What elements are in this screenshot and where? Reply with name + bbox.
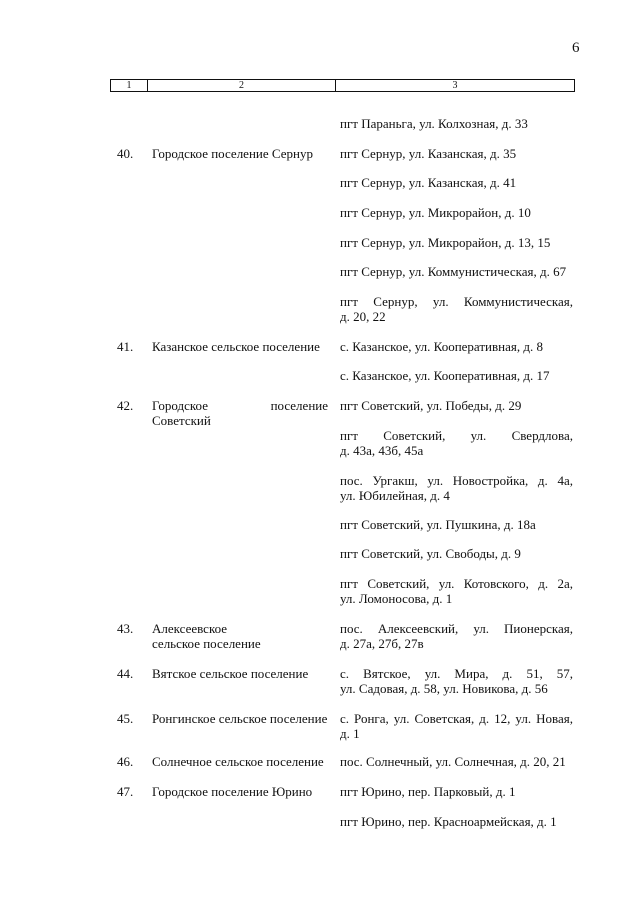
address-line: д. 43а, 43б, 45а xyxy=(340,443,424,458)
address-line: д. 1 xyxy=(340,726,360,741)
address-line: пгт Юрино, пер. Парковый, д. 1 xyxy=(340,784,516,799)
row-number: 45. xyxy=(117,711,134,726)
address xyxy=(340,666,573,696)
address-line: пгт Советский, ул. Свердлова, xyxy=(340,428,573,443)
address xyxy=(340,428,573,458)
settlement-name: Ронгинское сельское поселение xyxy=(152,711,328,726)
column-header-1: 1 xyxy=(111,80,148,92)
address xyxy=(340,116,573,131)
address xyxy=(340,814,573,829)
settlement-name xyxy=(152,398,328,428)
address-line: ул. Садовая, д. 58, ул. Новикова, д. 56 xyxy=(340,681,548,696)
address xyxy=(340,711,573,741)
settlement-name-line: Городское поселение xyxy=(152,398,328,413)
address xyxy=(340,398,573,413)
address-line: пгт Сернур, ул. Микрорайон, д. 10 xyxy=(340,205,531,220)
row-number: 42. xyxy=(117,398,134,413)
address xyxy=(340,264,573,279)
settlement-name: Казанское сельское поселение xyxy=(152,339,320,354)
address-line: пгт Советский, ул. Свободы, д. 9 xyxy=(340,546,521,561)
settlement-name-line: Советский xyxy=(152,413,211,428)
address-line: пос. Солнечный, ул. Солнечная, д. 20, 21 xyxy=(340,754,566,769)
address xyxy=(340,784,573,799)
address xyxy=(340,517,573,532)
address-line: пгт Сернур, ул. Коммунистическая, д. 67 xyxy=(340,264,567,279)
settlement-name: Вятское сельское поселение xyxy=(152,666,309,681)
address-line: пгт Советский, ул. Победы, д. 29 xyxy=(340,398,522,413)
address-line: пгт Сернур, ул. Казанская, д. 41 xyxy=(340,175,517,190)
settlement-name: Солнечное сельское поселение xyxy=(152,754,324,769)
address xyxy=(340,368,573,383)
settlement-name-line: Алексеевское xyxy=(152,621,228,636)
address-line: д. 20, 22 xyxy=(340,309,386,324)
row-number: 43. xyxy=(117,621,134,636)
address xyxy=(340,235,573,250)
address xyxy=(340,754,573,769)
address-line: ул. Юбилейная, д. 4 xyxy=(340,488,450,503)
address xyxy=(340,546,573,561)
settlement-name-line: сельское поселение xyxy=(152,636,261,651)
address xyxy=(340,146,573,161)
address-line: пгт Юрино, пер. Красноармейская, д. 1 xyxy=(340,814,557,829)
address-line: д. 27а, 27б, 27в xyxy=(340,636,424,651)
address-line: с. Казанское, ул. Кооперативная, д. 17 xyxy=(340,368,550,383)
address-line: ул. Ломоносова, д. 1 xyxy=(340,591,453,606)
address-line: пгт Сернур, ул. Коммунистическая, xyxy=(340,294,573,309)
address-line: пгт Сернур, ул. Казанская, д. 35 xyxy=(340,146,517,161)
address-line: пос. Ургакш, ул. Новостройка, д. 4а, xyxy=(340,473,573,488)
settlement-name xyxy=(152,621,328,651)
page-number: 6 xyxy=(572,40,580,56)
address-line: пгт Сернур, ул. Микрорайон, д. 13, 15 xyxy=(340,235,551,250)
address-line: пгт Параньга, ул. Колхозная, д. 33 xyxy=(340,116,528,131)
address xyxy=(340,576,573,606)
column-header-table xyxy=(110,79,575,92)
address-line: с. Казанское, ул. Кооперативная, д. 8 xyxy=(340,339,543,354)
row-number: 40. xyxy=(117,146,134,161)
address-line: пгт Советский, ул. Котовского, д. 2а, xyxy=(340,576,573,591)
column-header-2: 2 xyxy=(148,80,336,92)
column-header-3: 3 xyxy=(336,80,575,92)
address-line: пгт Советский, ул. Пушкина, д. 18а xyxy=(340,517,536,532)
address xyxy=(340,473,573,503)
address-line: пос. Алексеевский, ул. Пионерская, xyxy=(340,621,573,636)
address xyxy=(340,205,573,220)
address-line: с. Вятское, ул. Мира, д. 51, 57, xyxy=(340,666,573,681)
row-number: 46. xyxy=(117,754,134,769)
address xyxy=(340,294,573,324)
address-line: с. Ронга, ул. Советская, д. 12, ул. Новая, xyxy=(340,711,573,726)
address xyxy=(340,339,573,354)
row-number: 41. xyxy=(117,339,134,354)
settlement-name: Городское поселение Юрино xyxy=(152,784,313,799)
address xyxy=(340,621,573,651)
address xyxy=(340,175,573,190)
settlement-name: Городское поселение Сернур xyxy=(152,146,313,161)
row-number: 47. xyxy=(117,784,134,799)
row-number: 44. xyxy=(117,666,134,681)
